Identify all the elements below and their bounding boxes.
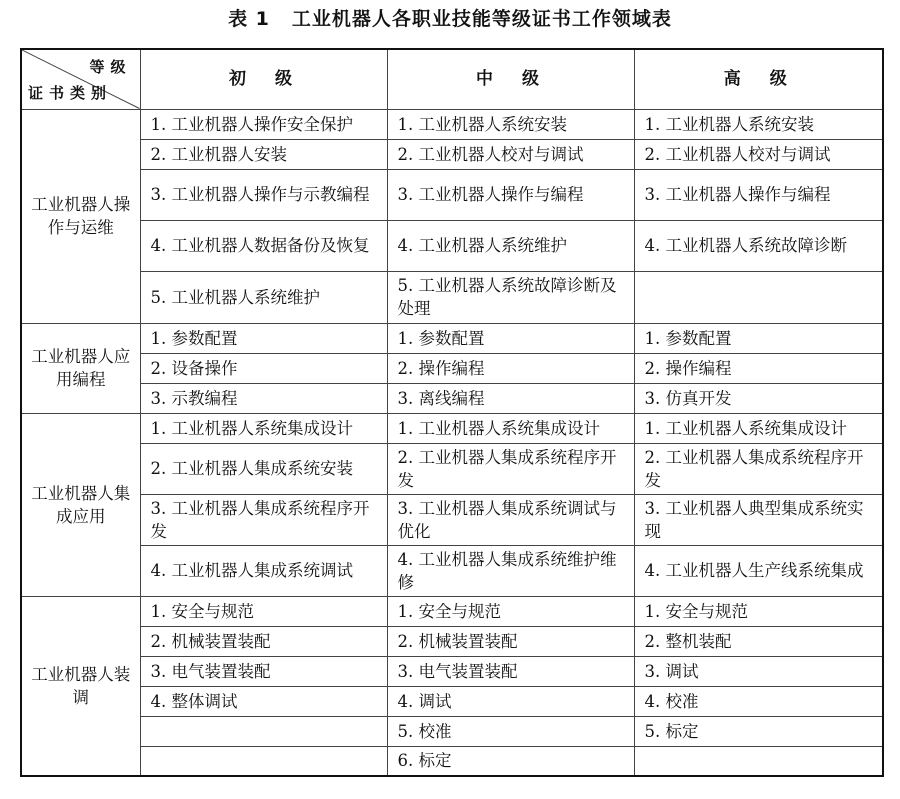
table-cell: 4. 工业机器人集成系统维护维修	[387, 545, 634, 596]
table-cell: 3. 工业机器人集成系统调试与优化	[387, 494, 634, 545]
table-cell: 2. 工业机器人集成系统程序开发	[387, 443, 634, 494]
category-application-programming-cell: 工业机器人应用编程	[21, 323, 140, 413]
table-cell: 4. 整体调试	[140, 686, 387, 716]
table-cell: 3. 工业机器人操作与示教编程	[140, 169, 387, 220]
table-row	[21, 494, 883, 545]
table-cell: 4. 工业机器人集成系统调试	[140, 545, 387, 596]
table-cell	[634, 271, 883, 323]
table-cell: 4. 工业机器人数据备份及恢复	[140, 220, 387, 271]
table-cell: 5. 工业机器人系统维护	[140, 271, 387, 323]
table-cell: 1. 参数配置	[634, 323, 883, 353]
table-cell: 1. 工业机器人系统集成设计	[634, 413, 883, 443]
header-level-junior: 初 级	[140, 49, 387, 109]
table-cell: 3. 离线编程	[387, 383, 634, 413]
table-cell: 4. 工业机器人生产线系统集成	[634, 545, 883, 596]
table-row	[21, 746, 883, 776]
table-row	[21, 139, 883, 169]
table-cell: 3. 调试	[634, 656, 883, 686]
table-cell: 4. 调试	[387, 686, 634, 716]
table-row	[21, 716, 883, 746]
table-cell: 2. 工业机器人集成系统程序开发	[634, 443, 883, 494]
table-row	[21, 169, 883, 220]
table-cell: 2. 整机装配	[634, 626, 883, 656]
table-cell: 2. 工业机器人集成系统安装	[140, 443, 387, 494]
table-cell: 5. 校准	[387, 716, 634, 746]
header-level-intermediate: 中 级	[387, 49, 634, 109]
table-row	[21, 353, 883, 383]
certificate-domain-table	[20, 48, 884, 777]
table-cell: 3. 工业机器人集成系统程序开发	[140, 494, 387, 545]
table-cell	[140, 746, 387, 776]
table-row	[21, 271, 883, 323]
category-operation-maintenance-cell: 工业机器人操作与运维	[21, 109, 140, 323]
table-cell: 1. 工业机器人系统安装	[387, 109, 634, 139]
header-row	[21, 49, 883, 109]
table-cell: 1. 工业机器人系统集成设计	[140, 413, 387, 443]
table-cell: 1. 工业机器人系统集成设计	[387, 413, 634, 443]
table-cell: 3. 工业机器人操作与编程	[634, 169, 883, 220]
table-cell: 2. 工业机器人安装	[140, 139, 387, 169]
table-title	[0, 6, 900, 32]
table-number: 表 1	[228, 8, 270, 30]
table-cell: 3. 工业机器人典型集成系统实现	[634, 494, 883, 545]
table-title-text: 工业机器人各职业技能等级证书工作领域表	[291, 8, 672, 30]
category-integration-cell: 工业机器人集成应用	[21, 413, 140, 596]
table-row	[21, 656, 883, 686]
table-row	[21, 626, 883, 656]
table-body	[21, 109, 883, 776]
table-row	[21, 109, 883, 139]
table-cell: 1. 安全与规范	[634, 596, 883, 626]
table-row	[21, 413, 883, 443]
corner-label-category: 证书类别	[28, 83, 113, 102]
table-row	[21, 220, 883, 271]
table-cell: 1. 参数配置	[387, 323, 634, 353]
table-cell: 3. 仿真开发	[634, 383, 883, 413]
table-cell: 4. 工业机器人系统故障诊断	[634, 220, 883, 271]
table-cell: 2. 操作编程	[634, 353, 883, 383]
table-cell: 5. 标定	[634, 716, 883, 746]
table-row	[21, 383, 883, 413]
category-assembly-debugging-cell: 工业机器人装调	[21, 596, 140, 776]
corner-label-level: 等级	[89, 58, 132, 76]
table-cell: 2. 工业机器人校对与调试	[634, 139, 883, 169]
corner-header-cell	[21, 49, 140, 109]
table-cell: 1. 工业机器人系统安装	[634, 109, 883, 139]
table-row	[21, 545, 883, 596]
table-cell: 4. 工业机器人系统维护	[387, 220, 634, 271]
table-cell: 1. 安全与规范	[140, 596, 387, 626]
table-cell: 3. 电气装置装配	[140, 656, 387, 686]
table-cell: 6. 标定	[387, 746, 634, 776]
table-cell: 1. 工业机器人操作安全保护	[140, 109, 387, 139]
table-cell: 5. 工业机器人系统故障诊断及处理	[387, 271, 634, 323]
table-cell: 1. 安全与规范	[387, 596, 634, 626]
table-cell: 2. 工业机器人校对与调试	[387, 139, 634, 169]
table-row	[21, 686, 883, 716]
table-cell: 2. 机械装置装配	[140, 626, 387, 656]
table-cell: 1. 参数配置	[140, 323, 387, 353]
table-cell: 3. 电气装置装配	[387, 656, 634, 686]
table-cell: 4. 校准	[634, 686, 883, 716]
table-cell	[140, 716, 387, 746]
table-row	[21, 596, 883, 626]
table-cell: 2. 操作编程	[387, 353, 634, 383]
table-row	[21, 443, 883, 494]
table-cell: 2. 设备操作	[140, 353, 387, 383]
table-cell: 3. 示教编程	[140, 383, 387, 413]
table-row	[21, 323, 883, 353]
table-cell: 2. 机械装置装配	[387, 626, 634, 656]
table-cell: 3. 工业机器人操作与编程	[387, 169, 634, 220]
table-cell	[634, 746, 883, 776]
header-level-senior: 高 级	[634, 49, 883, 109]
